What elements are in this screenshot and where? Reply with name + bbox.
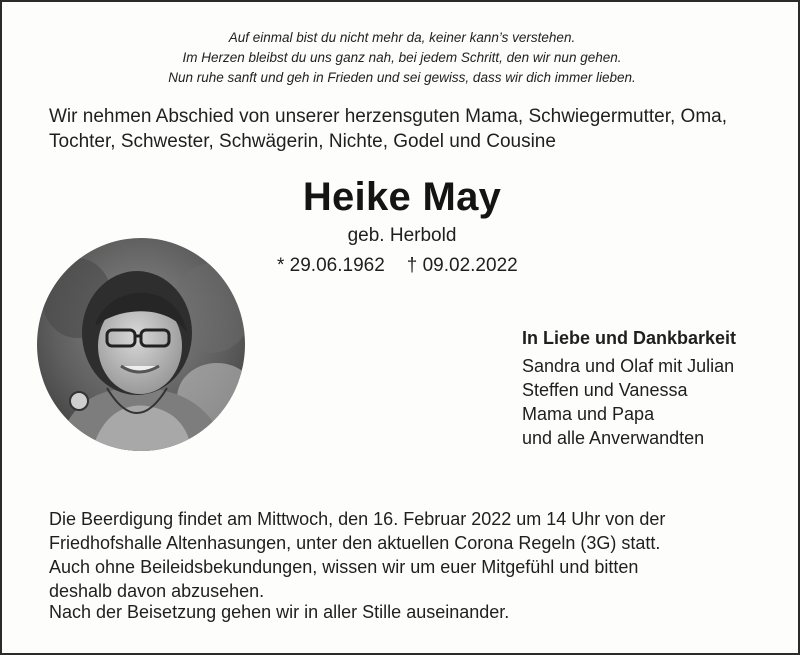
- mourners-heading: In Liebe und Dankbarkeit: [522, 328, 737, 348]
- portrait-image: [37, 238, 245, 451]
- mourner-line: Steffen und Vanessa: [522, 380, 688, 400]
- mourner-line: Mama und Papa: [522, 404, 655, 424]
- intro-text: [49, 104, 769, 154]
- mourner-line: Sandra und Olaf mit Julian: [522, 356, 735, 376]
- birth-date: * 29.06.1962: [277, 255, 385, 276]
- funeral-line: Auch ohne Beileidsbekundungen, wissen wir um euer Mitgefühl und bitten: [49, 557, 639, 577]
- intro-line: Tochter, Schwester, Schwägerin, Nichte, Godel und Cousine: [49, 131, 556, 152]
- funeral-line: Friedhofshalle Altenhasungen, unter den aktuellen Corona Regeln (3G) statt.: [49, 533, 661, 553]
- poem-line: Auf einmal bist du nicht mehr da, keiner kann’s verstehen.: [228, 30, 576, 45]
- funeral-notice: [49, 507, 769, 603]
- mourner-line: und alle Anverwandten: [522, 428, 705, 448]
- portrait-photo: [37, 238, 245, 451]
- life-dates: [277, 255, 518, 277]
- funeral-line: Die Beerdigung findet am Mittwoch, den 16. Februar 2022 um 14 Uhr von der: [49, 509, 666, 529]
- intro-line: Wir nehmen Abschied von unserer herzensguten Mama, Schwiegermutter, Oma,: [49, 106, 727, 127]
- closing-line: Nach der Beisetzung gehen wir in aller Stille auseinander.: [49, 602, 510, 622]
- funeral-line: deshalb davon abzusehen.: [49, 581, 265, 601]
- mourners-block: [522, 326, 736, 450]
- poem-line: Nun ruhe sanft und geh in Frieden und sei gewiss, dass wir dich immer lieben.: [168, 70, 636, 85]
- death-date: † 09.02.2022: [406, 255, 518, 276]
- poem-line: Im Herzen bleibst du uns ganz nah, bei jedem Schritt, den wir nun gehen.: [182, 50, 622, 65]
- maiden-name: geb. Herbold: [347, 225, 457, 246]
- deceased-name: Heike May: [302, 175, 502, 219]
- poem: [102, 28, 702, 88]
